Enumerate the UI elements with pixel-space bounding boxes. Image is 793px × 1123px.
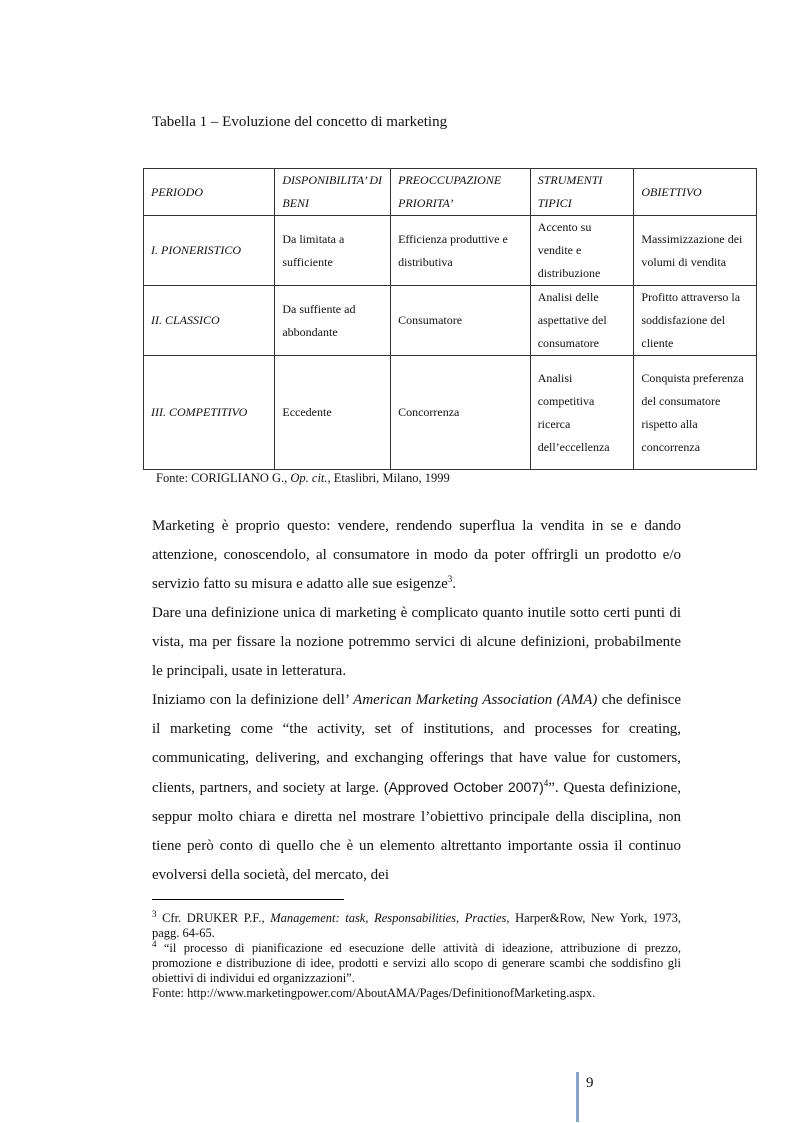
cell-tools: Accento su vendite e distribuzione (530, 216, 634, 286)
table-source (156, 471, 450, 486)
approval-note: (Approved October 2007) (383, 779, 544, 795)
table-header-row (144, 169, 757, 216)
paragraph-2: Dare una definizione unica di marketing è complicato quanto inutile sotto certi punti di vista, ma per fissare la nozione potremmo servici di alcune definizioni, probabilmente le principali, usate in letteratura. (152, 605, 681, 679)
table-row (144, 286, 757, 356)
footnotes (152, 908, 681, 1001)
header-strumenti: STRUMENTI TIPICI (530, 169, 634, 216)
header-periodo: PERIODO (144, 169, 275, 216)
body-text (152, 512, 681, 890)
cell-objective: Massimizzazione dei volumi di vendita (634, 216, 757, 286)
source-text-end: , Etaslibri, Milano, 1999 (327, 471, 450, 485)
cell-period: I. PIONERISTICO (144, 216, 275, 286)
cell-tools: Analisi competitiva ricerca dell’eccellenza (530, 356, 634, 470)
paragraph-1-end: . (452, 576, 456, 592)
marketing-evolution-table (143, 168, 757, 470)
footnote-3-number: 3 (152, 908, 157, 919)
page-number-bar (576, 1072, 579, 1122)
header-preoccupazione: PREOCCUPAZIONE PRIORITA’ (391, 169, 531, 216)
table-row (144, 356, 757, 470)
footnote-ref-4: 4 (543, 778, 549, 788)
paragraph-3-pre: Iniziamo con la definizione dell’ (152, 692, 354, 708)
ama-name: American Marketing Association (AMA) (353, 692, 598, 708)
paragraph-3-post: ”. Questa definizione, seppur molto chiara e diretta nel mostrare l’obiettivo principale della disciplina, non tiene però conto di quello che è un elemento altrettanto importante ossia il continuo evolversi della società, del mercato, dei (152, 780, 681, 883)
footnote-4 (152, 938, 681, 986)
table-row (144, 216, 757, 286)
cell-objective: Profitto attraverso la soddisfazione del cliente (634, 286, 757, 356)
paragraph-3-quote: che definisce il marketing come “the activity, set of institutions, and processes for creating, communicating, delivering, and exchanging offerings that have value for customers, clients, partners, and society at large. (152, 692, 681, 796)
source-text: Fonte: CORIGLIANO G., (156, 471, 291, 485)
footnote-4-number: 4 (152, 938, 157, 949)
footnote-3-title: Management: task, Responsabilities, Practies (270, 911, 507, 925)
cell-tools: Analisi delle aspettative del consumatore (530, 286, 634, 356)
footnote-3-text: Cfr. DRUKER P.F., (156, 911, 271, 925)
cell-availability: Eccedente (275, 356, 391, 470)
header-disponibilita: DISPONIBILITA’ DI BENI (275, 169, 391, 216)
footnote-ref-3: 3 (447, 574, 453, 584)
cell-priority: Concorrenza (391, 356, 531, 470)
header-obiettivo: OBIETTIVO (634, 169, 757, 216)
paragraph-1 (152, 512, 681, 599)
table-caption: Tabella 1 – Evoluzione del concetto di marketing (152, 114, 448, 130)
cell-availability: Da suffiente ad abbondante (275, 286, 391, 356)
cell-priority: Efficienza produttive e distributiva (391, 216, 531, 286)
footnote-3 (152, 908, 681, 941)
footnote-3-end: , Harper&Row, New York, 1973, pagg. 64-65. (152, 911, 681, 940)
cell-priority: Consumatore (391, 286, 531, 356)
paragraph-1-text: Marketing è proprio questo: vendere, rendendo superflua la vendita in se e dando attenzione, conoscendolo, al consumatore in modo da poter offrirgli un prodotto e/o servizio fatto su misura e adatto alle sue esigenze (152, 518, 681, 592)
cell-period: II. CLASSICO (144, 286, 275, 356)
cell-period: III. COMPETITIVO (144, 356, 275, 470)
cell-availability: Da limitata a sufficiente (275, 216, 391, 286)
footnote-4-text: “il processo di pianificazione ed esecuzione delle attività di ideazione, attribuzione di prezzo, promozione e distribuzione di idee, prodotti e servizi allo scopo di generare scambi che soddisfino gli obiettivi di individui ed organizzazioni”. (152, 941, 681, 985)
footnote-separator (152, 899, 344, 900)
page-number: 9 (586, 1075, 594, 1091)
source-italic: Op. cit. (290, 471, 328, 485)
cell-objective: Conquista preferenza del consumatore rispetto alla concorrenza (634, 356, 757, 470)
paragraph-3 (152, 686, 681, 890)
footnote-4-source: Fonte: http://www.marketingpower.com/AboutAMA/Pages/DefinitionofMarketing.aspx. (152, 986, 596, 1000)
